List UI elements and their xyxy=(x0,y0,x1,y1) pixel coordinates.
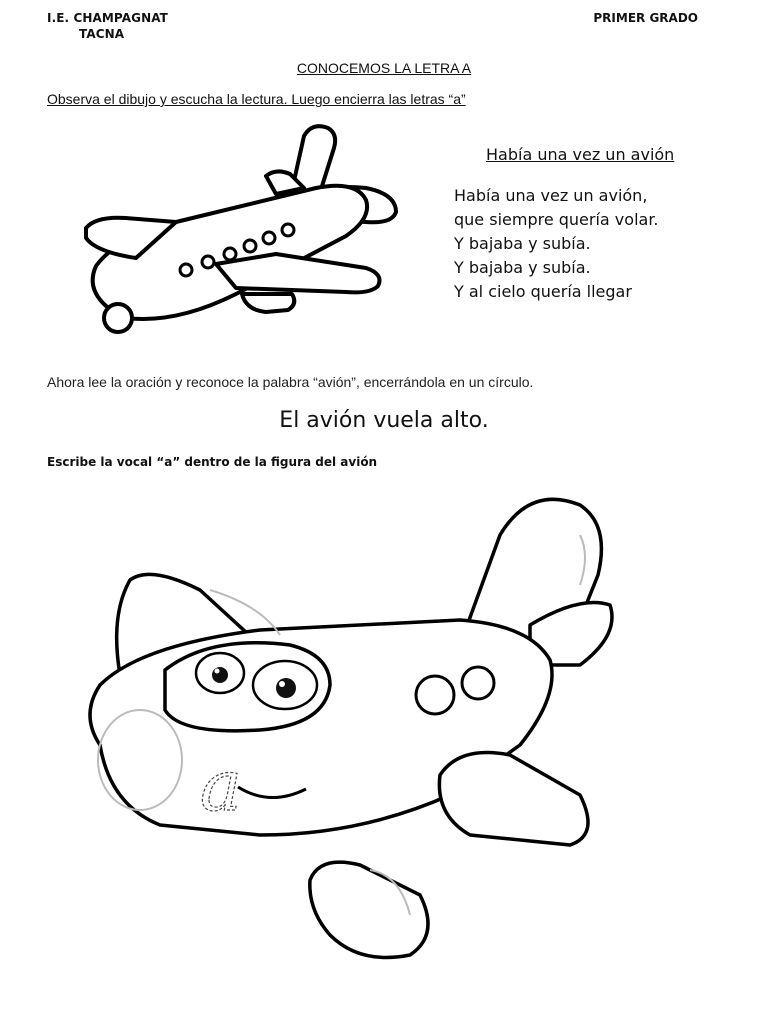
reading-sentence: El avión vuela alto. xyxy=(279,408,489,433)
grade-label: PRIMER GRADO xyxy=(593,11,698,25)
school-title: I.E. CHAMPAGNAT xyxy=(47,11,168,25)
poem-title: Había una vez un avión xyxy=(486,145,675,164)
poem-text xyxy=(454,184,659,304)
instruction-write-vowel: Escribe la vocal “a” dentro de la figura del avión xyxy=(47,455,378,469)
instruction-read-sentence: Ahora lee la oración y reconoce la palabra “avión”, encerrándola en un círculo. xyxy=(47,374,534,390)
small-airplane-illustration xyxy=(66,118,406,344)
school-name xyxy=(47,11,168,41)
school-city: TACNA xyxy=(79,27,125,41)
instruction-observe: Observa el dibujo y escucha la lectura. Luego encierra las letras “a” xyxy=(47,91,466,107)
poem-line: Y bajaba y subía. xyxy=(454,258,591,277)
poem-line: que siempre quería volar. xyxy=(454,210,659,229)
poem-line: Y bajaba y subía. xyxy=(454,234,591,253)
worksheet-title: CONOCEMOS LA LETRA A xyxy=(296,60,472,76)
cursive-letter-a: a xyxy=(200,745,242,827)
poem-line: Había una vez un avión, xyxy=(454,186,648,205)
poem-line: Y al cielo quería llegar xyxy=(454,282,632,301)
large-airplane-illustration xyxy=(60,495,650,1015)
